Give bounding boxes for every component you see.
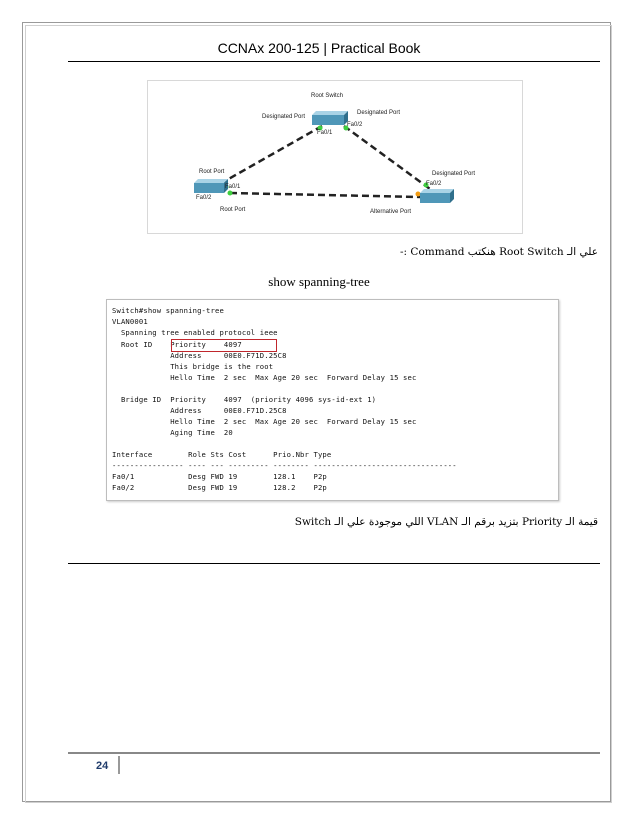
label-fa02-left: Fa0/2 (196, 195, 212, 201)
label-fa01-top: Fa0/1 (317, 130, 333, 136)
label-fa01-left: Fa0/1 (225, 184, 241, 190)
label-designated-port-bottom: Designated Port (432, 171, 476, 177)
priority-highlight-box (171, 339, 277, 352)
command-heading: show spanning-tree (268, 274, 370, 289)
label-root-switch: Root Switch (311, 93, 344, 99)
port-status-dot (228, 191, 233, 196)
footer-divider (68, 752, 600, 754)
instruction-text-rtl: علي الـ Root Switch هنكتب Command :- (399, 246, 598, 258)
label-designated-port-right: Designated Port (357, 110, 401, 116)
terminal-line: Fa0/1 Desg FWD 19 128.1 P2p (112, 472, 327, 481)
label-root-port-top: Root Port (199, 169, 225, 175)
link-left-right (230, 193, 420, 197)
terminal-line: Aging Time 20 (112, 428, 233, 437)
switch-icon (312, 111, 348, 125)
page-number-separator (118, 756, 120, 774)
terminal-output (106, 299, 559, 501)
label-designated-port-left: Designated Port (262, 114, 306, 120)
terminal-line: Address 00E0.F71D.25C8 (112, 406, 287, 415)
terminal-line: Address 00E0.F71D.25C8 (112, 351, 287, 360)
section-divider (68, 563, 600, 564)
header-divider (68, 61, 600, 62)
label-alternative-port: Alternative Port (370, 209, 412, 215)
page-number: 24 (96, 760, 109, 772)
terminal-line: This bridge is the root (112, 362, 274, 371)
terminal-line: Bridge ID Priority 4097 (priority 4096 sys-id-ext 1) (112, 395, 377, 404)
terminal-line: Switch#show spanning-tree (112, 306, 224, 315)
stp-topology-diagram (147, 80, 523, 234)
terminal-line: VLAN0001 (112, 317, 148, 326)
terminal-line: Root ID Priority 4097 (112, 340, 242, 349)
label-root-port-bottom: Root Port (220, 207, 246, 213)
label-fa02-right: Fa0/2 (426, 181, 442, 187)
link-root-left (218, 126, 322, 185)
terminal-line: Hello Time 2 sec Max Age 20 sec Forward Delay 15 sec (112, 373, 417, 382)
link-root-right (344, 126, 430, 189)
topology-svg (148, 81, 522, 233)
terminal-line: ---------------- ---- --- --------- -------- -------------------------------- (112, 461, 457, 470)
label-fa02-top: Fa0/2 (347, 122, 363, 128)
page-header-title: CCNAx 200-125 | Practical Book (217, 40, 421, 56)
terminal-line: Interface Role Sts Cost Prio.Nbr Type (112, 450, 332, 459)
switch-icon (420, 189, 454, 203)
terminal-line: Hello Time 2 sec Max Age 20 sec Forward Delay 15 sec (112, 417, 417, 426)
port-status-dot-blocking (416, 192, 421, 197)
note-text-rtl: قيمة الـ Priority بتزيد برقم الـ VLAN اللي موجودة علي الـ Switch (294, 516, 598, 528)
switch-icon (194, 179, 228, 193)
terminal-line: Fa0/2 Desg FWD 19 128.2 P2p (112, 483, 327, 492)
terminal-line: Spanning tree enabled protocol ieee (112, 328, 278, 337)
